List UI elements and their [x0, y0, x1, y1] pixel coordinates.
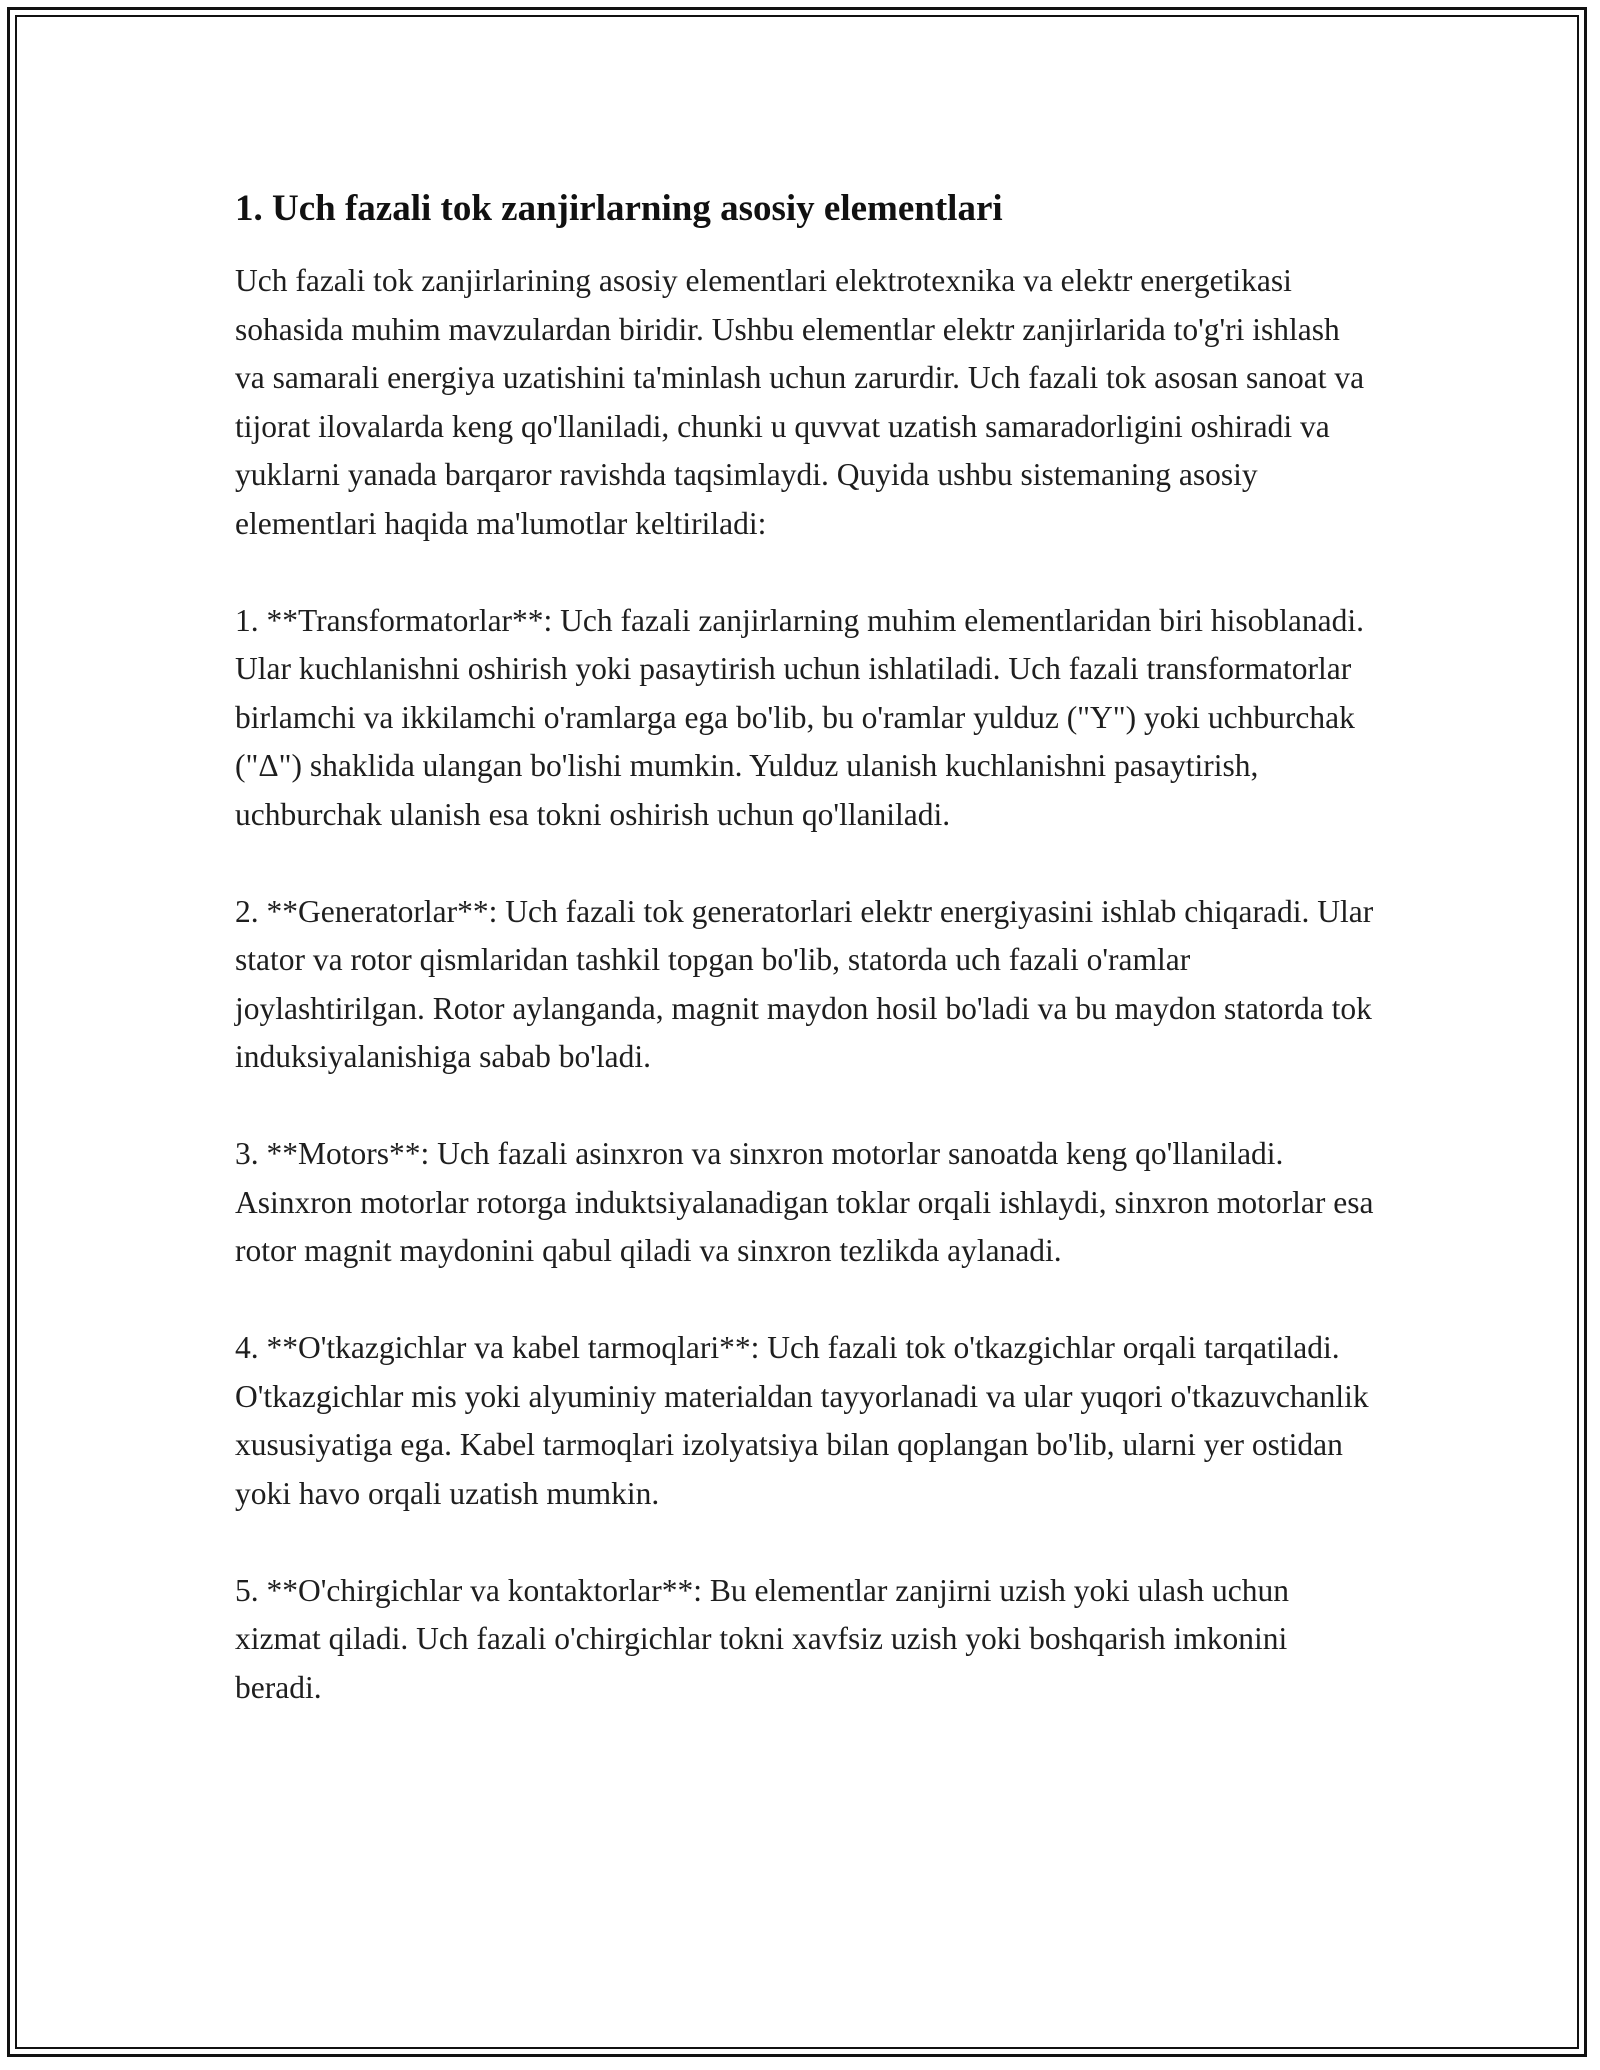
list-item-transformatorlar: 1. **Transformatorlar**: Uch fazali zanjirlarning muhim elementlaridan biri hisoblanadi. Ular kuchlanishni oshirish yoki pasaytirish uchun ishlatiladi. Uch fazali transformatorlar birlamchi va ikkilamchi o'ramlarga ega bo'lib, bu o'ramlar yulduz ("Y") yoki uchburchak ("Δ") shaklida ulangan bo'lishi mumkin. Yulduz ulanish kuchlanishni pasaytirish, uchburchak ulanish esa tokni oshirish uchun qo'llaniladi.	[235, 602, 1365, 832]
section-heading: 1. Uch fazali tok zanjirlarning asosiy elementlari	[235, 188, 1003, 229]
list-item-motors: 3. **Motors**: Uch fazali asinxron va sinxron motorlar sanoatda keng qo'llaniladi. Asinxron motorlar rotorga induktsiyalanadigan toklar orqali ishlaydi, sinxron motorlar esa rotor magnit maydonini qabul qiladi va sinxron tezlikda aylanadi.	[235, 1136, 1374, 1268]
list-item-generatorlar: 2. **Generatorlar**: Uch fazali tok generatorlari elektr energiyasini ishlab chiqaradi. Ular stator va rotor qismlaridan tashkil topgan bo'lib, statorda uch fazali o'ramlar joylashtirilgan. Rotor aylanganda, magnit maydon hosil bo'ladi va bu maydon statorda tok induksiyalanishiga sabab bo'ladi.	[235, 893, 1374, 1074]
document-body	[235, 185, 1375, 1761]
list-item-ochirgichlar: 5. **O'chirgichlar va kontaktorlar**: Bu elementlar zanjirni uzish yoki ulash uchun xizmat qiladi. Uch fazali o'chirgichlar tokni xavfsiz uzish yoki boshqarish imkonini beradi.	[235, 1572, 1289, 1705]
list-item-otkazgichlar: 4. **O'tkazgichlar va kabel tarmoqlari**: Uch fazali tok o'tkazgichlar orqali tarqatiladi. O'tkazgichlar mis yoki alyuminiy materialdan tayyorlanadi va ular yuqori o'tkazuvchanlik xususiyatiga ega. Kabel tarmoqlari izolyatsiya bilan qoplangan bo'lib, ularni yer ostidan yoki havo orqali uzatish mumkin.	[235, 1330, 1369, 1511]
intro-paragraph: Uch fazali tok zanjirlarining asosiy elementlari elektrotexnika va elektr energetikasi sohasida muhim mavzulardan biridir. Ushbu elementlar elektr zanjirlarida to'g'ri ishlash va samarali energiya uzatishini ta'minlash uchun zarurdir. Uch fazali tok asosan sanoat va tijorat ilovalarda keng qo'llaniladi, chunki u quvvat uzatish samaradorligini oshiradi va yuklarni yanada barqaror ravishda taqsimlaydi. Quyida ushbu sistemaning asosiy elementlari haqida ma'lumotlar keltiriladi:	[235, 263, 1365, 541]
